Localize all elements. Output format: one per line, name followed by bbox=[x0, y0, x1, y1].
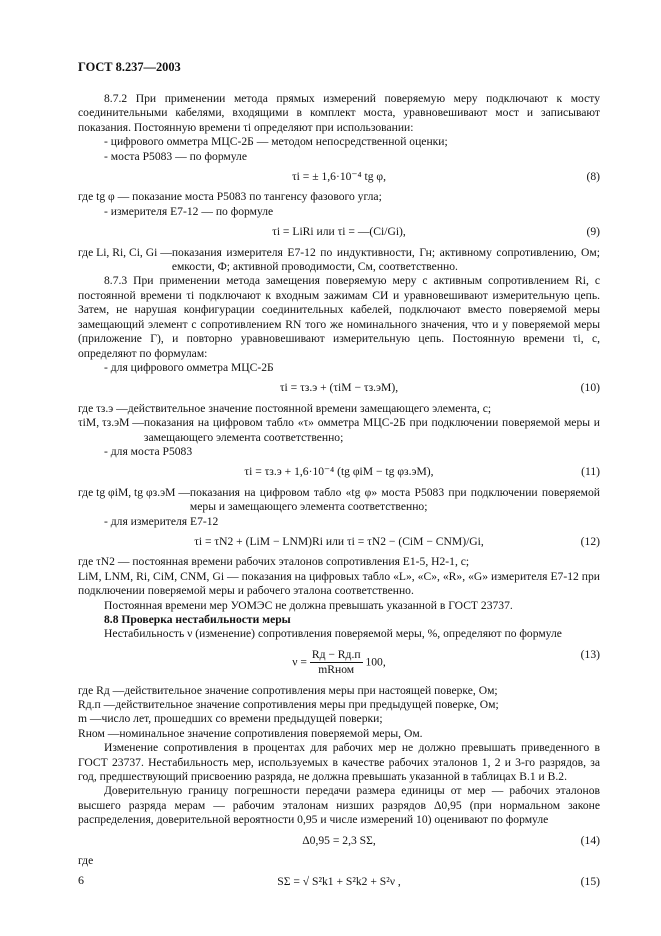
definition-term: Rном — bbox=[78, 726, 120, 740]
definition-line bbox=[78, 698, 600, 712]
formula-suffix: 100, bbox=[362, 655, 386, 669]
definition-line bbox=[78, 246, 600, 275]
paragraph: 8.7.2 При применении метода прямых измерений поверяемую меру подключают к мосту соединительными кабелями, входящими в комплект моста, уравновешивают мост и записывают показания. Постоянную времени τi определяют при использовании: bbox=[78, 92, 600, 134]
formula bbox=[78, 535, 600, 549]
paragraph: 8.7.3 При применении метода замещения поверяемую меру с активным сопротивлением Ri, с постоянной времени τi подключают к входным зажимам СИ и уравновешивают измерительную цепь. Затем, не нарушая конфигурации соединительных кабелей, подключают вместо поверяемой меры замещающий элемент с сопротивлением RN того же номинального значения, что и у поверяемой меры (приложение Г), и повторно уравновешивают измерительную цепь. Постоянную времени τi, с, определяют по формулам: bbox=[78, 274, 600, 360]
formula-number: (8) bbox=[586, 170, 600, 184]
formula-text: τi = τз.э + (τiM − τз.эM), bbox=[279, 381, 399, 395]
formula-text: τi = ± 1,6·10⁻⁴ tg φ, bbox=[292, 170, 386, 184]
page-number: 6 bbox=[78, 873, 84, 887]
formula-text: τi = τз.э + 1,6·10⁻⁴ (tg φiM − tg φз.эM), bbox=[244, 465, 434, 479]
formula bbox=[78, 834, 600, 848]
definition-text: действительное значение сопротивления меры при предыдущей поверке, Ом; bbox=[115, 698, 499, 712]
formula-text: Δ0,95 = 2,3 SΣ, bbox=[302, 833, 376, 847]
fraction bbox=[310, 648, 363, 678]
paragraph: - цифрового омметра МЦС-2Б — методом непосредственной оценки; bbox=[104, 135, 448, 149]
definition-term: m — bbox=[78, 712, 102, 726]
definition-term: где Li, Ri, Ci, Gi — bbox=[78, 245, 172, 259]
formula-number: (10) bbox=[580, 381, 600, 395]
formula-number: (14) bbox=[580, 833, 600, 847]
definition-term: где τз.э — bbox=[78, 401, 128, 415]
definition-text: номинальное значение сопротивления поверяемой меры, Ом. bbox=[119, 726, 423, 740]
paragraph: Постоянная времени мер УОМЭС не должна превышать указанной в ГОСТ 23737. bbox=[104, 598, 513, 612]
definition-text: показания измерителя Е7-12 по индуктивности, Гн; активному сопротивлению, Ом; емкости, Ф; активной проводимости, См, соответственно. bbox=[171, 245, 600, 274]
definition-term: где tg φiM, tg φз.эM — bbox=[78, 485, 190, 499]
definition-line bbox=[78, 402, 600, 416]
paragraph: LiM, LNM, Ri, CiM, CNM, Gi — показания на цифровых табло «L», «C», «R», «G» измерителя Е7-12 при подключении поверяемой меры и рабочего эталона соответственно. bbox=[78, 569, 600, 598]
definition-term: Rд.п — bbox=[78, 698, 116, 712]
formula bbox=[78, 875, 600, 889]
fraction-numerator: Rд − Rд.п bbox=[310, 648, 363, 663]
formula bbox=[78, 225, 600, 239]
definition-text: действительное значение сопротивления меры при настоящей поверке, Ом; bbox=[124, 683, 498, 697]
definition-term: τiM, τз.эM — bbox=[78, 416, 144, 430]
paragraph: - для цифрового омметра МЦС-2Б bbox=[104, 360, 274, 374]
paragraph: - для измерителя Е7-12 bbox=[104, 514, 219, 528]
paragraph: Нестабильность ν (изменение) сопротивления поверяемой меры, %, определяют по формуле bbox=[104, 627, 562, 641]
paragraph: Доверительную границу погрешности передачи размера единицы от мер — рабочих эталонов высшего разряда мерам — рабочим эталонам низших разрядов Δ0,95 (при нормальном законе распределения, доверительной вероятности 0,95 и числе измерений 10) оценивают по формуле bbox=[78, 784, 600, 827]
formula-number: (11) bbox=[581, 465, 600, 479]
definition-line bbox=[78, 684, 600, 698]
paragraph: - измерителя Е7-12 — по формуле bbox=[104, 204, 274, 218]
fraction-denominator: mRном bbox=[318, 663, 355, 677]
definition-line bbox=[78, 712, 600, 726]
formula-number: (9) bbox=[586, 225, 600, 239]
formula-text: τi = τN2 + (LiM − LNM)Ri или τi = τN2 − (CiM − CNM)/Gi, bbox=[194, 534, 484, 548]
paragraph: 8.8 Проверка нестабильности меры bbox=[104, 613, 291, 626]
definition-text: показания на цифровом табло «tg φ» моста Р5083 при подключении поверяемой меры и замещающего элемента соответственно; bbox=[189, 485, 600, 514]
formula-number: (12) bbox=[580, 534, 600, 548]
paragraph: Изменение сопротивления в процентах для рабочих мер не должно превышать приведенного в ГОСТ 23737. Нестабильность мер, используемых в качестве рабочих эталонов 1, 2 и 3-го разрядов, за год, предшествующий присвоению разряда, не должна превышать указанной в таблицах В.1 и В.2. bbox=[78, 741, 600, 784]
definition-text: число лет, прошедших со времени предыдущей поверки; bbox=[101, 712, 383, 726]
definition-line bbox=[78, 727, 600, 741]
definition-term: где Rд — bbox=[78, 683, 125, 697]
document-body bbox=[78, 92, 600, 895]
formula-number: (15) bbox=[580, 874, 600, 888]
definition-line bbox=[78, 416, 600, 445]
formula bbox=[78, 381, 600, 395]
document-header: ГОСТ 8.237—2003 bbox=[78, 60, 181, 74]
paragraph: где tg φ — показание моста Р5083 по тангенсу фазового угла; bbox=[78, 190, 382, 204]
formula bbox=[78, 465, 600, 479]
formula-prefix: ν = bbox=[292, 655, 310, 669]
paragraph: - моста Р5083 — по формуле bbox=[104, 149, 247, 163]
formula-text: τi = LiRi или τi = —(Ci/Gi), bbox=[272, 225, 406, 239]
formula-text: SΣ = √ S²k1 + S²k2 + S²ν , bbox=[277, 874, 401, 888]
formula-number: (13) bbox=[580, 647, 600, 661]
paragraph: где bbox=[78, 854, 94, 868]
definition-line bbox=[78, 486, 600, 515]
definition-text: показания на цифровом табло «τ» омметра МЦС-2Б при подключении поверяемой меры и замещающего элемента соответственно; bbox=[143, 416, 600, 444]
formula bbox=[78, 170, 600, 184]
definition-text: действительное значение постоянной времени замещающего элемента, с; bbox=[127, 401, 492, 415]
formula bbox=[78, 648, 600, 678]
paragraph: - для моста Р5083 bbox=[104, 444, 193, 458]
paragraph: где τN2 — постоянная времени рабочих эталонов сопротивления Е1-5, Н2-1, с; bbox=[78, 555, 470, 569]
